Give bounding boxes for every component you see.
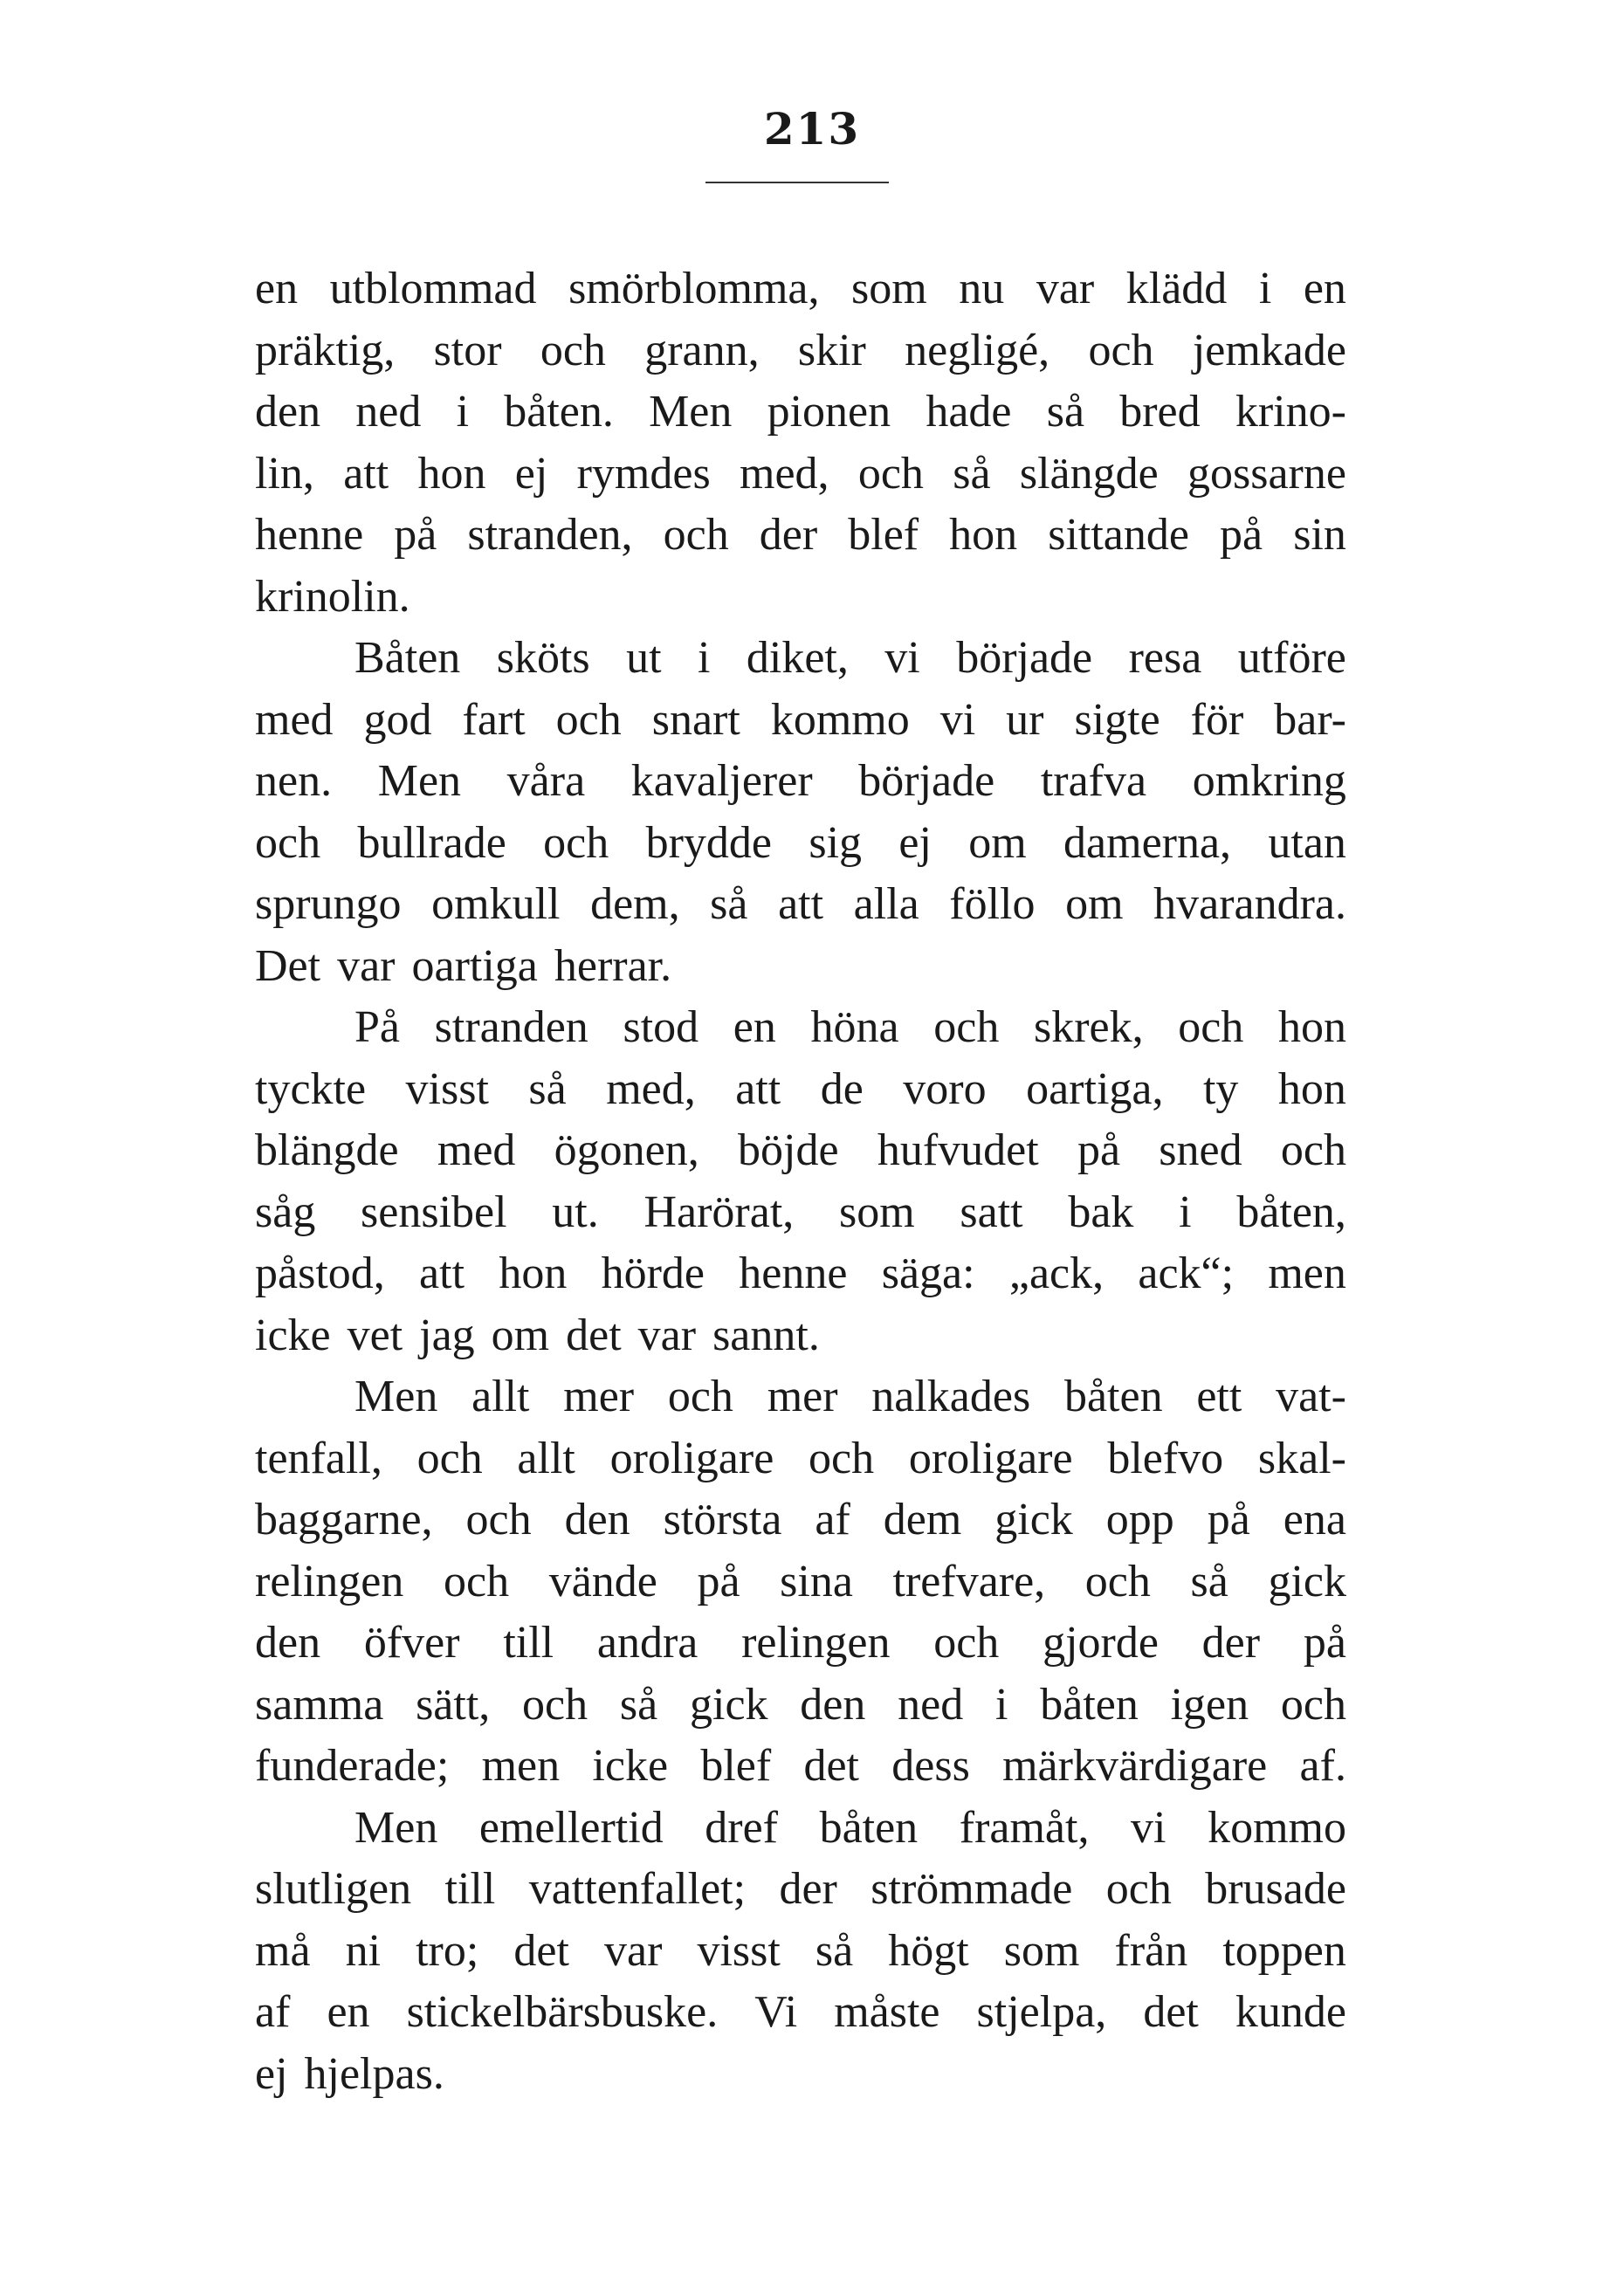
word: andra [596,1618,698,1668]
word: damerna, [1063,817,1232,868]
word: ögonen, [554,1125,699,1175]
word: den [800,1679,866,1730]
word: af [255,1987,291,2037]
word: På [354,1002,400,1052]
word: med, [606,1063,696,1114]
word: om [968,817,1027,868]
word: båten [819,1802,919,1853]
text-line [255,997,1346,1059]
word: gick [1268,1556,1346,1606]
word: det [1143,1987,1199,2037]
word: och [1280,1679,1346,1730]
word: voro [903,1063,987,1114]
word: oroligare [908,1433,1073,1483]
word: på [1207,1495,1250,1544]
word: god [363,694,432,745]
word: bullrade [357,817,506,868]
word: i [1179,1187,1192,1237]
word: slutligen [255,1864,412,1914]
word: kunde [1235,1987,1346,2037]
word: blef [700,1741,772,1791]
word: och [1280,1125,1346,1175]
word: gick [690,1679,768,1730]
word: ena [1283,1495,1346,1544]
text-line [255,1859,1346,1921]
word: „ack, [1008,1249,1104,1298]
text-line [255,1982,1346,2044]
word: sina [780,1556,853,1606]
word: sensibel [361,1187,507,1237]
word: hvarandra. [1153,879,1346,929]
word: en [327,1987,370,2037]
word: nu [959,264,1005,313]
word: och [809,1433,875,1483]
word: böjde [738,1125,839,1175]
text-line [255,1675,1346,1737]
word: må [255,1925,311,1976]
word: mer [767,1372,838,1421]
word: påstod, [255,1249,385,1298]
word: der [1201,1618,1261,1668]
word: och [933,1002,1000,1052]
word: i [1258,264,1272,313]
word: relingen [741,1618,891,1668]
word: emellertid [478,1802,664,1853]
word: ut [626,633,662,683]
word: öfver [363,1618,460,1668]
text-line [255,874,1346,936]
word: att [419,1249,465,1298]
text-line [255,1243,1346,1305]
word: Harörat, [643,1187,795,1237]
word: från [1114,1925,1188,1976]
word: toppen [1222,1925,1346,1976]
word: opp [1105,1495,1174,1544]
word: våra [506,756,586,806]
word: vet [347,1310,403,1360]
text-line [255,258,1346,320]
word: utan [1268,817,1346,868]
word: Men [354,1372,438,1421]
word: icke [255,1310,331,1360]
word: visst [697,1925,781,1976]
word: rymdes [576,448,711,499]
word: det [566,1310,622,1360]
word: samma [255,1679,384,1730]
text-line [255,1366,1346,1428]
word: största [663,1495,782,1544]
word: sätt, [416,1679,491,1730]
word: och [667,1372,733,1421]
text-line [255,1613,1346,1675]
word: på [1303,1618,1346,1668]
word: lin, [255,448,314,499]
word: dref [705,1802,778,1853]
word: sin [1293,510,1346,560]
word: var [337,940,396,991]
word: dem [883,1495,962,1544]
word: hufvudet [877,1125,1039,1175]
word: brydde [645,817,772,868]
word: i [456,387,470,437]
word: Det [255,940,321,991]
word: gjorde [1043,1618,1159,1668]
word: grann, [644,325,760,375]
word: och [663,510,729,560]
word: den [564,1495,630,1544]
word: var [1036,264,1095,313]
word: på [1220,510,1263,560]
word: sannt. [712,1310,820,1360]
word: så [815,1925,854,1976]
word: höna [810,1002,899,1052]
word: der [779,1864,837,1914]
text-line [255,505,1346,567]
word: så [1190,1556,1228,1606]
word: blefvo [1107,1433,1224,1483]
word: hon [1278,1002,1346,1052]
word: bar- [1274,694,1346,745]
word: utföre [1237,633,1346,683]
word: igen [1170,1679,1249,1730]
word: dess [891,1741,970,1791]
word: funderade; [255,1741,450,1791]
word: sittande [1048,510,1189,560]
word: allt [471,1372,530,1421]
word: en [255,264,299,313]
word: Men [354,1802,438,1853]
word: var [603,1925,663,1976]
word: trafva [1040,756,1147,806]
word: ty [1202,1063,1239,1114]
word: af [815,1495,850,1544]
word: bak [1068,1187,1134,1237]
word: omkring [1192,756,1346,806]
text-line [255,2044,1346,2106]
word: jag [419,1310,475,1360]
word: men [1268,1249,1346,1298]
word: så [619,1679,658,1730]
word: och [543,817,609,868]
word: Men [649,387,733,437]
word: och [857,448,924,499]
word: föllo [949,879,1036,929]
word: slängde [1019,448,1159,499]
word: af. [1299,1741,1346,1791]
word: märkvärdigare [1002,1741,1268,1791]
text-line [255,628,1346,690]
text-line [255,1921,1346,1983]
text-line [255,382,1346,444]
word: stranden, [467,510,633,560]
word: blängde [255,1125,399,1175]
word: vi [884,633,920,683]
text-line [255,1059,1346,1121]
word: och [465,1495,532,1544]
word: det [513,1925,569,1976]
page-number: 213 [763,103,861,155]
text-line [255,936,1346,998]
word: Båten [354,633,461,683]
word: Vi [754,1987,798,2037]
word: ej [514,448,548,499]
word: som [838,1187,915,1237]
text-line [255,444,1346,506]
word: sigte [1074,694,1160,745]
word: ned [898,1679,964,1730]
word: vi [1131,1802,1166,1853]
word: om [491,1310,550,1360]
word: kommo [770,694,910,745]
word: ej [255,2048,288,2099]
word: vände [548,1556,657,1606]
word: att [735,1063,781,1114]
word: så [953,448,991,499]
word: utblommad [329,264,537,313]
word: krino- [1235,387,1346,437]
word: och [443,1556,510,1606]
word: allt [517,1433,575,1483]
word: började [858,756,995,806]
word: så [710,879,748,929]
word: sned [1159,1125,1242,1175]
word: fart [462,694,526,745]
word: henne [739,1249,848,1298]
word: och [933,1618,1000,1668]
word: och [1178,1002,1244,1052]
word: ej [898,817,932,868]
word: för [1190,694,1244,745]
word: stickelbärsbuske. [406,1987,719,2037]
word: ut. [552,1187,599,1237]
word: den [255,387,321,437]
word: trefvare, [892,1556,1046,1606]
word: och [416,1433,483,1483]
word: och [522,1679,588,1730]
word: strömmade [870,1864,1073,1914]
word: baggarne, [255,1495,433,1544]
word: men [481,1741,561,1791]
word: alla [853,879,919,929]
word: der [759,510,818,560]
word: såg [255,1187,316,1237]
word: jemkade [1192,325,1346,375]
word: med [437,1125,516,1175]
word: hjelpas. [304,2048,444,2099]
word: och [1084,1556,1151,1606]
word: sig [809,817,863,868]
word: och [1088,325,1154,375]
word: och [540,325,606,375]
word: sprungo [255,879,402,929]
text-line [255,1736,1346,1798]
word: ned [355,387,422,437]
word: den [255,1618,321,1668]
word: kavaljerer [630,756,813,806]
word: präktig, [255,325,396,375]
word: resa [1128,633,1202,683]
word: som [1003,1925,1080,1976]
word: var [637,1310,697,1360]
word: ett [1196,1372,1242,1421]
body-text [255,258,1346,2105]
word: till [503,1618,554,1668]
word: krinolin. [255,571,410,622]
word: hade [926,387,1012,437]
word: skal- [1257,1433,1346,1483]
text-line [255,1798,1346,1860]
word: det [803,1741,859,1791]
word: henne [255,510,364,560]
word: blef [848,510,919,560]
word: båten, [1236,1187,1346,1237]
word: började [956,633,1093,683]
word: stod [623,1002,699,1052]
word: i [995,1679,1008,1730]
word: skir [797,325,866,375]
word: tyckte [255,1063,367,1114]
text-line [255,751,1346,813]
word: omkull [431,879,561,929]
word: och [255,817,321,868]
word: till [444,1864,496,1914]
word: framåt, [959,1802,1090,1853]
word: vattenfallet; [528,1864,747,1914]
text-line [255,1428,1346,1490]
word: ack“; [1138,1249,1235,1298]
word: mer [563,1372,635,1421]
word: visst [405,1063,489,1114]
word: nalkades [871,1372,1031,1421]
word: stor [433,325,502,375]
word: i [697,633,711,683]
word: båten. [504,387,614,437]
text-line [255,1120,1346,1182]
word: att [343,448,389,499]
word: stjelpa, [976,1987,1107,2037]
word: smörblomma, [568,264,820,313]
word: om [1065,879,1124,929]
text-line [255,1551,1346,1613]
word: gick [994,1495,1073,1544]
word: så [528,1063,567,1114]
text-line [255,1489,1346,1551]
word: ur [1006,694,1044,745]
word: måste [834,1987,940,2037]
word: säga: [881,1249,975,1298]
word: på [697,1556,740,1606]
text-line [255,813,1346,875]
word: tenfall, [255,1433,382,1483]
word: brusade [1205,1864,1346,1914]
word: relingen [255,1556,404,1606]
word: och [1105,1864,1172,1914]
word: nen. [255,756,333,806]
word: tro; [416,1925,479,1976]
word: båten [1063,1372,1163,1421]
word: att [778,879,824,929]
word: de [820,1063,864,1114]
word: på [1077,1125,1121,1175]
word: hon [417,448,486,499]
word: satt [960,1187,1023,1237]
word: så [1046,387,1085,437]
word: bred [1119,387,1201,437]
text-line [255,1305,1346,1367]
word: vi [939,694,976,745]
word: hörde [601,1249,705,1298]
word: och [555,694,622,745]
word: stranden [434,1002,588,1052]
word: dem, [590,879,680,929]
header-rule [705,182,889,183]
word: oartiga, [1026,1063,1164,1114]
word: en [733,1002,776,1052]
word: med, [740,448,829,499]
word: klädd [1125,264,1228,313]
text-line [255,1182,1346,1244]
word: vat- [1276,1372,1346,1421]
word: hon [949,510,1018,560]
word: hon [499,1249,568,1298]
text-line [255,567,1346,629]
word: icke [592,1741,669,1791]
word: diket, [746,633,849,683]
word: Men [377,756,462,806]
word: sköts [496,633,590,683]
word: skrek, [1033,1002,1144,1052]
word: oartiga [411,940,538,991]
word: ni [345,1925,382,1976]
word: snart [651,694,740,745]
word: gossarne [1187,448,1346,499]
word: högt [888,1925,969,1976]
word: med [255,694,334,745]
text-line [255,690,1346,752]
word: herrar. [554,940,672,991]
word: pionen [767,387,891,437]
word: kommo [1208,1802,1346,1853]
word: hon [1277,1063,1346,1114]
word: på [394,510,437,560]
word: negligé, [905,325,1050,375]
word: oroligare [609,1433,774,1483]
word: som [851,264,927,313]
word: en [1303,264,1346,313]
text-line [255,320,1346,382]
word: båten [1040,1679,1139,1730]
